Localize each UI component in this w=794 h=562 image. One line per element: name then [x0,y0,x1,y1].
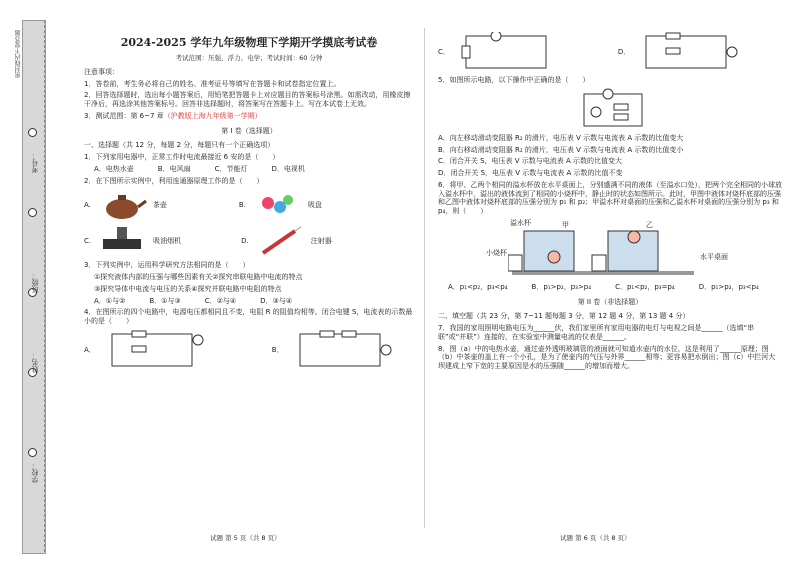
binding-hole [28,128,37,137]
q2-row-1 [84,189,414,221]
q2-option-a-label: 茶壶 [152,201,167,209]
q2-stem: 2．在下图所示实例中，利用连通器原理工作的是（ ） [84,176,264,185]
q5-stem: 5．如图所示电路，以下操作中正确的是（ ） [438,76,590,84]
q2-letter-b: B. [238,201,246,209]
note-item: 1．答卷前，考生务必将自己的姓名、准考证号等填写在答题卡和试卷指定位置上。 [84,79,341,88]
cup-jia-label: 甲 [562,220,569,229]
part1-intro: 一、选择题（共 12 分，每题 2 分，每题只有一个正确选项） [84,141,275,150]
binding-hole [28,448,37,457]
q4-stem: 4．在图所示的四个电路中，电源电压都相同且不变，电阻 R 的阻值均相等。闭合电键 S，电流表的示数最小的是（ ） [84,308,413,326]
syringe-image [255,225,305,257]
q8-text: 8．图（a）中的电热水壶，通过壶外透明玻璃管的液面就可知道水壶内的水位，这是利用了______原理；图（b）中茶壶的盖上有一个小孔，是为了使壶内的气压与外界______相等；更容易把水倒出；图（c）中拦河大坝建成上窄下宽的主要原因是水的压强随______的增加而增大。 [438,344,776,370]
binding-margin [0,0,62,562]
circuit-diagram-a [102,330,222,370]
suction-cup-image [252,189,302,221]
q5-option-b: B．向右移动滑动变阻器 R₂ 的滑片，电压表 V 示数与电流表 A 示数的比值变小 [438,145,684,154]
left-page [84,36,414,374]
q4-letter-c: C． [438,47,450,56]
q1-options [94,165,414,174]
binding-hole [28,208,37,217]
circuit-diagram-b [290,330,410,370]
overflow-cups-diagram [508,219,698,279]
q4-letter-d: D． [617,47,631,56]
exam-subtitle: 考试范围：压强、浮力、电学；考试时间：60 分钟 [175,53,323,62]
overflow-cup-label: 溢水杯 [510,218,531,227]
q6-option-d: D．p₁>p₂，p₃<p₄ [698,282,759,291]
q3-option-a: A．①与② [94,296,126,305]
q6-option-b: B．p₁>p₂，p₃>p₄ [531,282,592,291]
q2-letter-c: C. [84,237,92,245]
q2-option-d-label: 注射器 [310,237,332,245]
note-item: 3．测试范围：第 6~7 章（沪教版上海九年级第一学期） [84,111,262,120]
exam-number-label: 考号： [31,152,39,173]
class-label: 班级： [31,272,39,293]
school-label: 学校： [31,462,39,483]
q3-option-d: D．③与④ [260,296,293,305]
q6-option-c: C．p₁<p₂，p₃=p₄ [615,282,675,291]
note-item: 2．回答选择题时，选出每小题答案后，用铅笔把答题卡上对应题目的答案标号涂黑。如需改动，用橡皮擦干净后，再选涂其他答案标号。回答非选择题时，将答案写在答题卡上。写在本试卷上无效。 [84,91,411,109]
q5-option-d: D．闭合开关 S，电压表 V 示数与电流表 A 示数的比值不变 [438,169,623,177]
circuit-diagram-d [636,32,756,72]
seal-line [44,20,46,552]
q6-option-a: A．p₁<p₂，p₃<p₄ [448,282,508,291]
q3-option-c: C．②与④ [204,296,237,305]
q1-stem: 1．下列家用电器中，正常工作时电流最接近 6 安的是（ ） [84,153,280,162]
range-red: （沪教版上海九年级第一学期） [163,111,262,120]
name-label: 姓名： [31,352,39,373]
q4-row-2 [438,32,782,72]
notes-head: 注意事项： [84,67,119,76]
q3-item: ③探究导体中电流与电压的关系④探究并联电路中电阻的特点 [94,284,282,293]
q1-option-b: B．电风扇 [157,164,191,173]
q2-letter-d: D. [241,237,249,245]
q5-option-c: C．闭合开关 S，电压表 V 示数与电流表 A 示数的比值变大 [438,157,623,166]
footer-left: 试题 第 5 页（共 8 页） [210,534,281,542]
q3-options [94,297,414,306]
q4-row [84,330,414,370]
part2-intro: 二、填空题（共 23 分，第 7~11 题每题 3 分，第 12 题 4 分，第 13 题 4 分） [438,312,690,321]
circuit-diagram-c [456,32,576,72]
q1-option-a: A．电热水壶 [94,164,134,173]
q3-stem: 3．下列实例中，运用科学研究方法相同的是（ ） [84,261,250,270]
seal-text: 密封线内不要答题 [15,30,22,78]
exam-title: 2024-2025 学年九年级物理下学期开学摸底考试卷 [120,36,378,49]
cup-yi-label: 乙 [646,220,653,229]
q6-stem: 6．将甲、乙两个相同的溢水杯放在水平桌面上，分别盛满不同的液体（至溢水口处），把两个完全相同的小球放入溢水杯中，溢出的液体流到了相同的小烧杯中，静止时的状态如图所示。此时，甲图中液体对烧杯底部的压强和乙图中液体对烧杯底部的压强分别为 p₁ 和 p₂；甲溢水杯对桌面的压强和乙溢水杯对桌面的压强分别为 p₃ 和 p₄，则（ ） [438,180,782,215]
range-hood-image [97,225,147,257]
q6-figure [438,219,782,281]
teapot-image [97,189,147,221]
q5-circuit-diagram [578,88,648,130]
q3-item: ①探究液体内部的压强与哪些因素有关②探究串联电路中电流的特点 [94,273,303,282]
q5-option-a: A．向左移动滑动变阻器 R₂ 的滑片，电压表 V 示数与电流表 A 示数的比值变大 [438,133,684,142]
q3-option-b: B．①与③ [149,296,181,305]
q2-option-c-label: 吸油烟机 [153,237,182,245]
q2-row-2 [84,225,414,257]
small-beaker-label: 小烧杯 [486,248,507,257]
q2-option-b-label: 吸盘 [307,201,322,209]
q1-option-c: C．节能灯 [214,164,248,173]
q1-option-d: D．电视机 [271,164,305,173]
q6-options [448,283,782,292]
part2-title: 第 II 卷（非选择题） [577,297,643,306]
q4-letter-b: B． [271,345,284,354]
q4-letter-a: A． [84,345,96,354]
footer-right: 试题 第 6 页（共 8 页） [560,534,631,542]
part1-title: 第 I 卷（选择题） [221,126,277,135]
right-page [438,28,782,374]
column-divider [424,28,425,528]
q2-letter-a: A. [84,201,91,209]
q7-text: 7．我国的家用照明电路电压为______伏，我们家里所有家用电器的电灯与电视之间是______（选填“串联”或“并联”）连接的，在实验室中测量电流的仪表是______。 [438,324,755,341]
table-label: 水平桌面 [700,252,728,261]
